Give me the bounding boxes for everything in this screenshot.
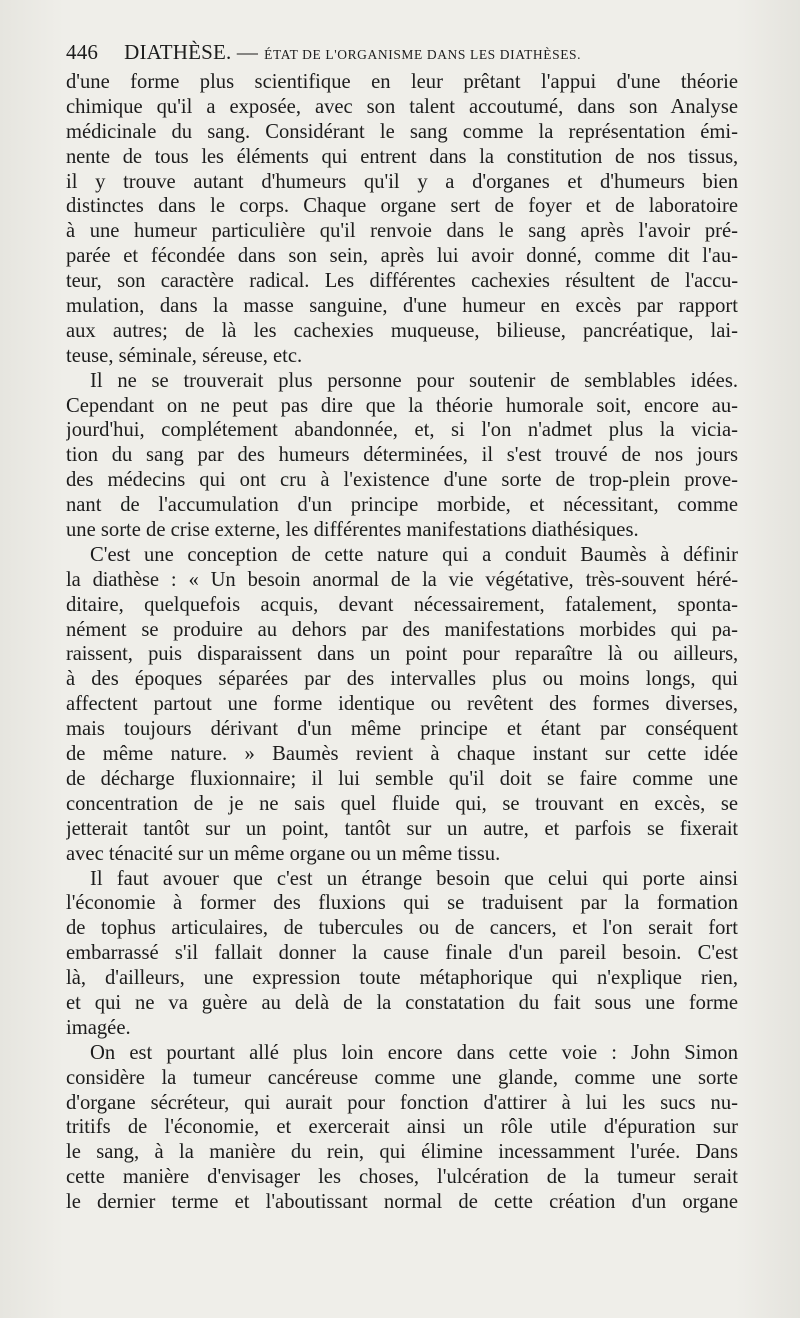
text-line: avec ténacité sur un même organe ou un même tissu. <box>66 842 501 865</box>
text-line: parée et fécondée dans son sein, après lui avoir donné, comme dit l'au- <box>66 245 738 268</box>
text-line: imagée. <box>66 1016 131 1039</box>
text-line: Il faut avouer que c'est un étrange besoin que celui qui porte ainsi <box>90 867 738 890</box>
text-line: chimique qu'il a exposée, avec son talent accoutumé, dans son Analyse <box>66 95 738 118</box>
text-line: concentration de je ne sais quel fluide qui, se trouvant en excès, se <box>66 792 738 815</box>
text-line: jetterait tantôt sur un point, tantôt sur un autre, et parfois se fixerait <box>66 817 738 840</box>
text-line: affectent partout une forme identique ou revêtent des formes diverses, <box>66 693 738 716</box>
text-line: la diathèse : « Un besoin anormal de la vie végétative, très-souvent héré- <box>66 568 738 591</box>
text-line: il y trouve autant d'humeurs qu'il y a d'organes et d'humeurs bien <box>66 170 738 193</box>
text-line: cette manière d'envisager les choses, l'ulcération de la tumeur serait <box>66 1166 738 1189</box>
text-line: embarrassé s'il fallait donner la cause finale d'un pareil besoin. C'est <box>66 942 738 965</box>
text-line: On est pourtant allé plus loin encore dans cette voie : John Simon <box>90 1041 738 1064</box>
running-subtitle: ÉTAT DE L'ORGANISME DANS LES DIATHÈSES. <box>264 47 582 62</box>
text-line: d'organe sécréteur, qui aurait pour fonction d'attirer à lui les sucs nu- <box>66 1091 738 1114</box>
text-line: de décharge fluxionnaire; il lui semble qu'il doit se faire comme une <box>66 767 738 790</box>
text-line: C'est une conception de cette nature qui a conduit Baumès à définir <box>90 543 738 566</box>
text-line: raissent, puis disparaissent dans un point pour reparaître là ou ailleurs, <box>66 643 738 666</box>
text-line: tion du sang par des humeurs déterminées, il s'est trouvé de nos jours <box>66 444 738 467</box>
running-title: DIATHÈSE. — <box>124 40 259 64</box>
text-line: le sang, à la manière du rein, qui élimine incessamment l'urée. Dans <box>66 1141 738 1164</box>
text-line: là, d'ailleurs, une expression toute métaphorique qui n'explique rien, <box>66 967 738 990</box>
text-line: de même nature. » Baumès revient à chaque instant sur cette idée <box>66 743 738 766</box>
text-line: ditaire, quelquefois acquis, devant nécessairement, fatalement, sponta- <box>66 593 738 616</box>
text-line: des médecins qui ont cru à l'existence d'une sorte de trop-plein prove- <box>66 469 738 492</box>
text-line: Cependant on ne peut pas dire que la théorie humorale soit, encore au- <box>66 394 738 417</box>
text-line: à des époques séparées par des intervalles plus ou moins longs, qui <box>66 668 738 691</box>
text-line: considère la tumeur cancéreuse comme une glande, comme une sorte <box>66 1066 738 1089</box>
text-line: médicinale du sang. Considérant le sang comme la représentation émi- <box>66 120 738 143</box>
text-line: le dernier terme et l'aboutissant normal de cette création d'un organe <box>66 1191 738 1214</box>
text-line: à une humeur particulière qu'il renvoie dans le sang après l'avoir pré- <box>66 220 738 243</box>
text-line: une sorte de crise externe, les différentes manifestations diathésiques. <box>66 519 639 542</box>
text-line: mulation, dans la masse sanguine, d'une humeur en excès par rapport <box>66 295 738 318</box>
text-line: nente de tous les éléments qui entrent dans la constitution de nos tissus, <box>66 145 738 168</box>
body-text <box>66 70 738 1215</box>
text-line: teur, son caractère radical. Les différentes cachexies résultent de l'accu- <box>66 270 738 293</box>
text-line: d'une forme plus scientifique en leur prêtant l'appui d'une théorie <box>66 71 738 93</box>
text-line: mais toujours dérivant d'un même principe et étant par conséquent <box>66 718 738 741</box>
text-line: distinctes dans le corps. Chaque organe sert de foyer et de laboratoire <box>66 195 738 218</box>
running-head <box>66 40 746 65</box>
text-line: jourd'hui, complétement abandonnée, et, si l'on n'admet plus la vicia- <box>66 419 738 442</box>
text-line: et qui ne va guère au delà de la constatation du fait sous une forme <box>66 991 738 1014</box>
text-line: aux autres; de là les cachexies muqueuse, bilieuse, pancréatique, lai- <box>66 319 738 342</box>
page-number: 446 <box>66 40 99 64</box>
text-line: l'économie à former des fluxions qui se traduisent par la formation <box>66 892 738 915</box>
text-line: Il ne se trouverait plus personne pour soutenir de semblables idées. <box>90 369 738 392</box>
text-line: de tophus articulaires, de tubercules ou de cancers, et l'on serait fort <box>66 917 738 940</box>
text-line: tritifs de l'économie, et exercerait ainsi un rôle utile d'épuration sur <box>66 1116 738 1139</box>
text-line: nant de l'accumulation d'un principe morbide, et nécessitant, comme <box>66 494 738 517</box>
text-line: nément se produire au dehors par des manifestations morbides qui pa- <box>66 618 738 641</box>
text-line: teuse, séminale, séreuse, etc. <box>66 344 303 367</box>
